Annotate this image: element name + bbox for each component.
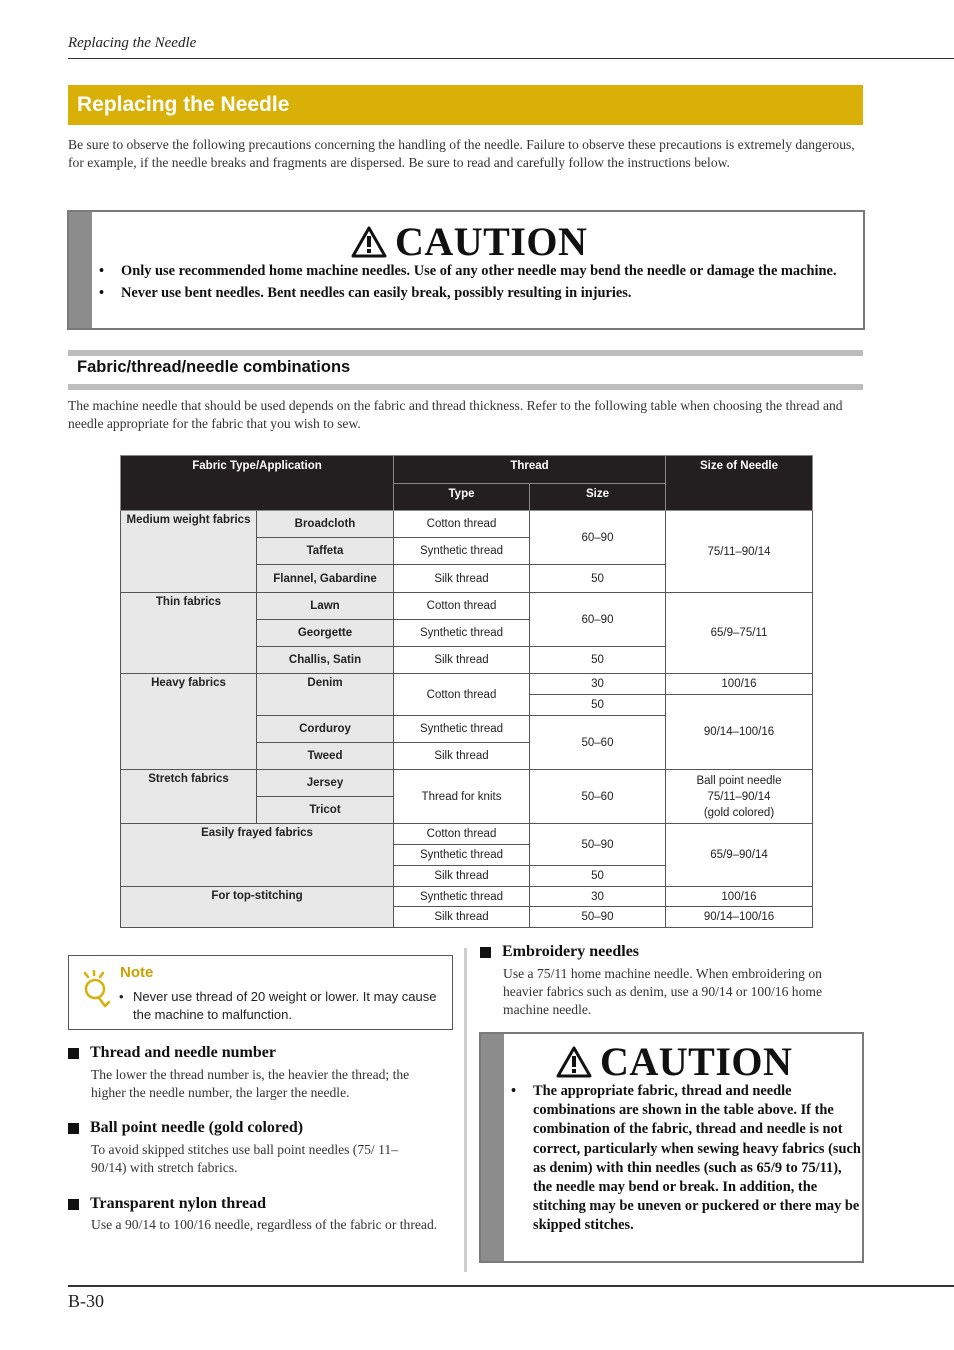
needle-size: 100/16 xyxy=(666,887,813,907)
caution-title-text: CAUTION xyxy=(600,1039,793,1084)
item-embroidery-body: Use a 75/11 home machine needle. When embroidering on heavier fabrics such as denim, use a 90/14 or 100/16 home machine needle. xyxy=(503,966,822,1017)
warning-triangle-icon xyxy=(351,226,387,258)
header-fabric: Fabric Type/Application xyxy=(121,456,394,511)
thread-type: Silk thread xyxy=(394,907,530,928)
item-ball-point-body: To avoid skipped stitches use ball point needles (75/ 11–90/14) with stretch fabrics. xyxy=(91,1142,398,1175)
header-type: Type xyxy=(394,484,530,511)
needle-size: 100/16 xyxy=(666,674,813,695)
warning-triangle-icon xyxy=(556,1046,592,1078)
thread-size: 60–90 xyxy=(530,593,666,647)
fabric-corduroy: Corduroy xyxy=(257,716,394,743)
caution-title xyxy=(556,1038,792,1085)
footer-rule xyxy=(68,1285,954,1287)
fabric-georgette: Georgette xyxy=(257,620,394,647)
needle-size: 65/9–75/11 xyxy=(666,593,813,674)
note-bulb-icon xyxy=(79,970,113,1010)
thread-type: Synthetic thread xyxy=(394,538,530,565)
square-bullet-icon xyxy=(68,1048,79,1059)
note-box xyxy=(68,955,453,1030)
thread-size: 30 xyxy=(530,674,666,695)
group-frayed: Easily frayed fabrics xyxy=(121,824,394,887)
fabric-jersey: Jersey xyxy=(257,770,394,797)
thread-type: Silk thread xyxy=(394,743,530,770)
subsection-top-rule xyxy=(68,350,863,356)
caution-list xyxy=(99,262,859,305)
caution-side-bar xyxy=(481,1034,504,1261)
thread-size: 50 xyxy=(530,565,666,593)
thread-size: 60–90 xyxy=(530,511,666,565)
thread-type: Silk thread xyxy=(394,647,530,674)
thread-type: Cotton thread xyxy=(394,824,530,845)
thread-type: Cotton thread xyxy=(394,593,530,620)
thread-size: 50 xyxy=(530,647,666,674)
fabric-taffeta: Taffeta xyxy=(257,538,394,565)
needle-size xyxy=(666,770,813,824)
item-nylon-title xyxy=(68,1195,266,1213)
thread-type: Cotton thread xyxy=(394,511,530,538)
thread-type: Silk thread xyxy=(394,866,530,887)
caution-title xyxy=(351,218,587,265)
fabric-flannel: Flannel, Gabardine xyxy=(257,565,394,593)
fabric-tweed: Tweed xyxy=(257,743,394,770)
fabric-broadcloth: Broadcloth xyxy=(257,511,394,538)
fabric-denim: Denim xyxy=(257,674,394,716)
needle-line: (gold colored) xyxy=(703,806,775,819)
needle-size: 65/9–90/14 xyxy=(666,824,813,887)
needle-size: 75/11–90/14 xyxy=(666,511,813,593)
needle-line: 75/11–90/14 xyxy=(707,790,771,803)
caution-box-1 xyxy=(67,210,865,330)
needle-size: 90/14–100/16 xyxy=(666,907,813,928)
header-thread: Thread xyxy=(394,456,666,484)
caution-item: • Never use bent needles. Bent needles can easily break, possibly resulting in injuries. xyxy=(99,284,859,304)
caution-item: • Only use recommended home machine needles. Use of any other needle may bend the needle or damage the machine. xyxy=(99,262,859,282)
item-thread-number-body: The lower the thread number is, the heavier the thread; the higher the needle number, the larger the needle. xyxy=(91,1067,410,1100)
group-heavy: Heavy fabrics xyxy=(121,674,257,770)
item-nylon-body: Use a 90/14 to 100/16 needle, regardless of the fabric or thread. xyxy=(91,1217,438,1232)
note-text: • Never use thread of 20 weight or lower. It may cause the machine to malfunction. xyxy=(119,988,439,1024)
item-thread-number-title xyxy=(68,1044,276,1062)
table-intro: The machine needle that should be used depends on the fabric and thread thickness. Refer to the following table when choosing the thread and needle appropriate for the fabric that you wish to sew. xyxy=(68,398,843,431)
item-title-text: Transparent nylon thread xyxy=(90,1195,267,1212)
group-medium: Medium weight fabrics xyxy=(121,511,257,593)
square-bullet-icon xyxy=(480,947,491,958)
section-banner xyxy=(68,85,863,125)
group-stretch: Stretch fabrics xyxy=(121,770,257,824)
header-size: Size xyxy=(530,484,666,511)
square-bullet-icon xyxy=(68,1199,79,1210)
intro-paragraph: Be sure to observe the following precautions concerning the handling of the needle. Failure to observe these precautions is extremely dangerous, for example, if the needle breaks and fragments are dispersed. Be sure to read and carefully follow the instructions below. xyxy=(68,137,855,170)
thread-size: 30 xyxy=(530,887,666,907)
fabric-lawn: Lawn xyxy=(257,593,394,620)
item-embroidery-title xyxy=(480,943,639,961)
item-title-text: Thread and needle number xyxy=(90,1044,276,1061)
caution-side-bar xyxy=(69,212,92,328)
combination-table xyxy=(120,455,813,928)
thread-type: Synthetic thread xyxy=(394,887,530,907)
needle-size: 90/14–100/16 xyxy=(666,695,813,770)
section-title: Replacing the Needle xyxy=(77,93,290,116)
caution-title-text: CAUTION xyxy=(395,219,588,264)
caution-list xyxy=(511,1082,861,1236)
group-thin: Thin fabrics xyxy=(121,593,257,674)
note-title: Note xyxy=(120,964,154,981)
header-rule xyxy=(68,58,954,59)
thread-type: Synthetic thread xyxy=(394,620,530,647)
thread-size: 50–90 xyxy=(530,824,666,866)
running-header: Replacing the Needle xyxy=(68,35,197,51)
thread-size: 50 xyxy=(530,695,666,716)
subsection-title: Fabric/thread/needle combinations xyxy=(77,358,351,376)
item-ball-point-title xyxy=(68,1119,303,1137)
needle-line: Ball point needle xyxy=(696,774,782,787)
thread-type: Synthetic thread xyxy=(394,716,530,743)
group-topstitch: For top-stitching xyxy=(121,887,394,928)
page-number: B-30 xyxy=(68,1291,104,1311)
thread-size: 50–60 xyxy=(530,716,666,770)
fabric-tricot: Tricot xyxy=(257,797,394,824)
subsection-bottom-rule xyxy=(68,384,863,390)
thread-size: 50–60 xyxy=(530,770,666,824)
thread-type: Thread for knits xyxy=(394,770,530,824)
thread-size: 50–90 xyxy=(530,907,666,928)
caution-item: • The appropriate fabric, thread and needle combinations are shown in the table above. If the combination of the fabric, thread and needle is not correct, particularly when sewing heavy fabrics (such as denim) with thin needles (such as 65/9 to 75/11), the needle may bend or break. In addition, the stitching may be uneven or puckered or there may be skipped stitches. xyxy=(511,1082,861,1236)
thread-size: 50 xyxy=(530,866,666,887)
square-bullet-icon xyxy=(68,1123,79,1134)
thread-type: Cotton thread xyxy=(394,674,530,716)
caution-box-2 xyxy=(479,1032,864,1263)
column-divider xyxy=(464,948,467,1272)
fabric-challis: Challis, Satin xyxy=(257,647,394,674)
header-needle: Size of Needle xyxy=(666,456,813,511)
thread-type: Silk thread xyxy=(394,565,530,593)
item-title-text: Embroidery needles xyxy=(502,943,640,960)
thread-type: Synthetic thread xyxy=(394,845,530,866)
item-title-text: Ball point needle (gold colored) xyxy=(90,1119,304,1136)
